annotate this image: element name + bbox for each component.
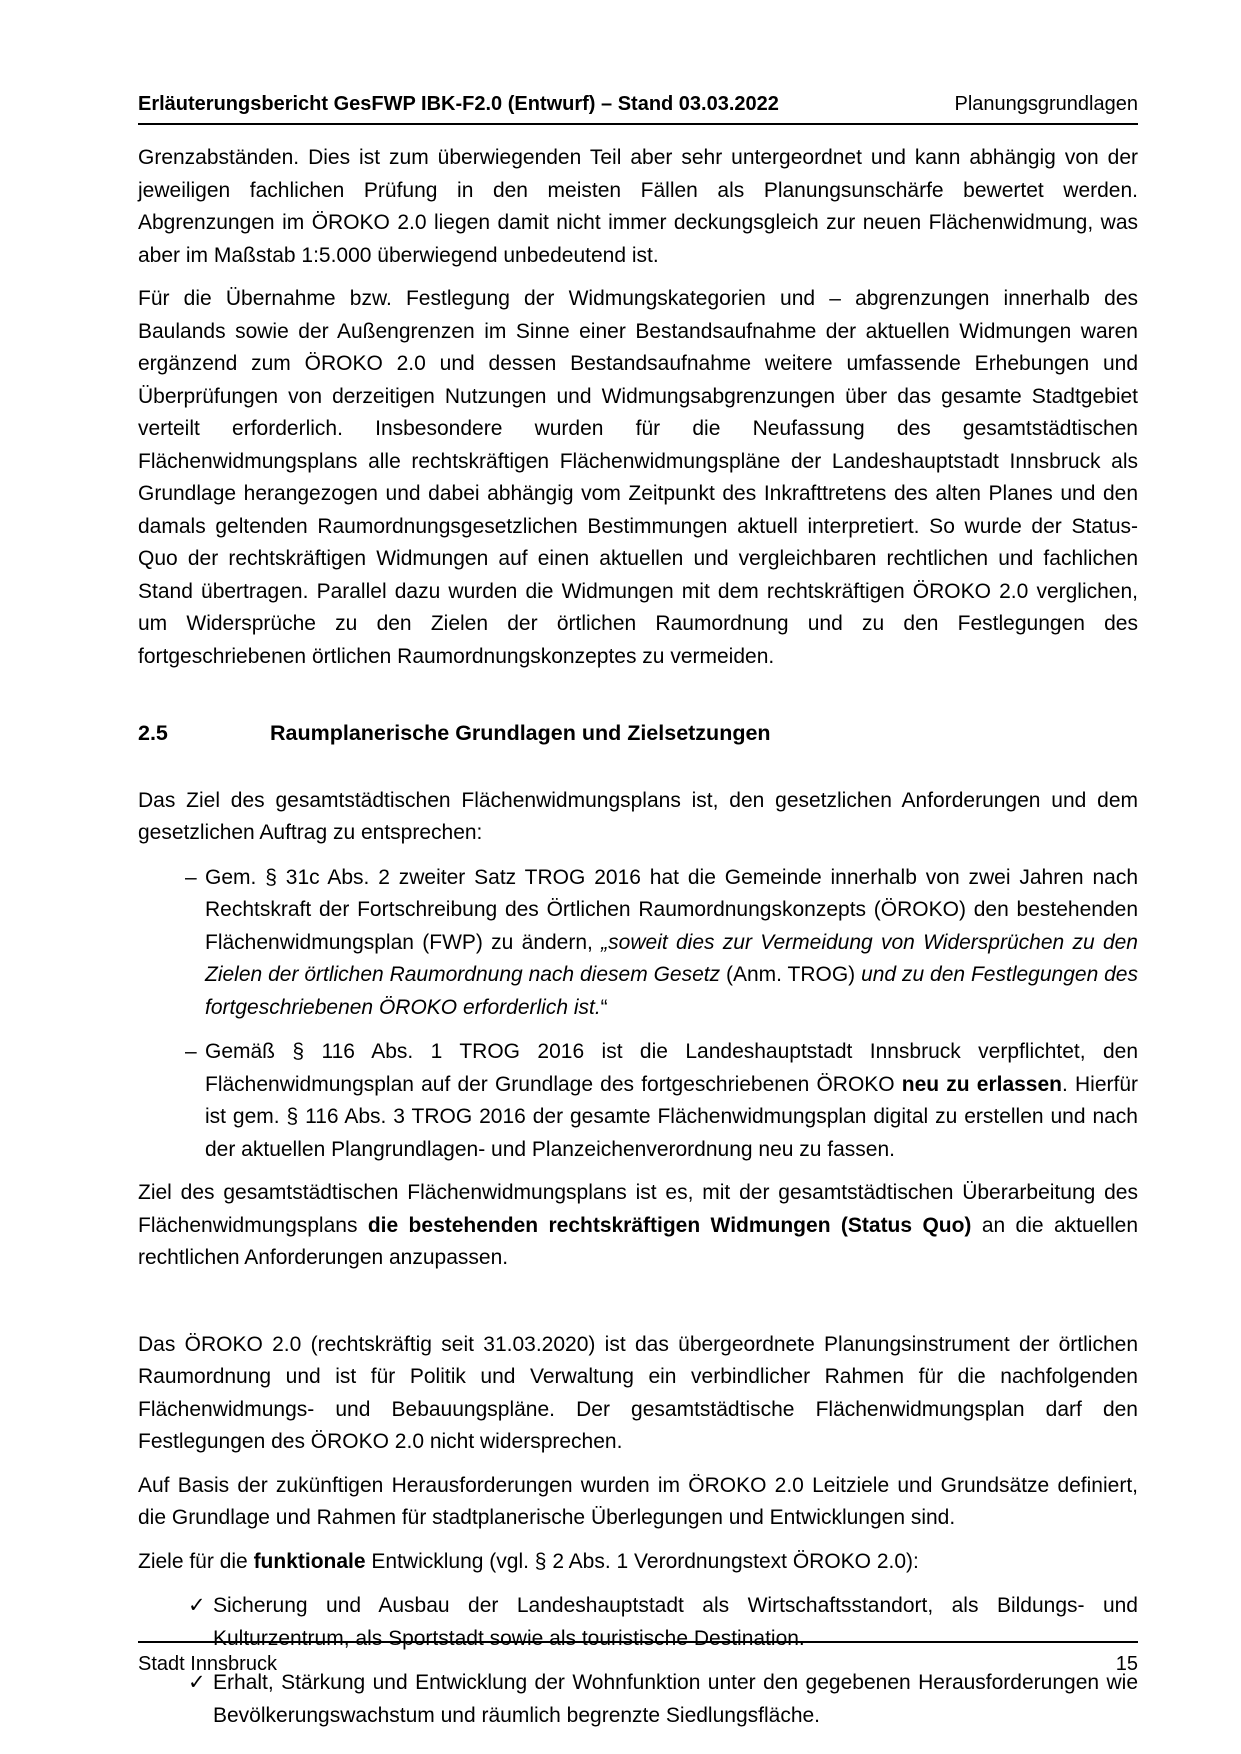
text-segment: neu zu erlassen [901,1072,1062,1096]
paragraph [138,785,1138,850]
check-bullet-icon: ✓ [188,1594,206,1617]
section-number: 2.5 [138,721,168,745]
text-segment: Das Ziel des gesamtstädtischen Flächenwidmungsplans ist, den gesetzlichen Anforderungen und dem gesetzlichen Auftrag zu entsprechen: [138,788,1138,844]
header-document-title: Erläuterungsbericht GesFWP IBK-F2.0 (Entwurf) – Stand 03.03.2022 [138,93,779,115]
paragraph [138,1546,1138,1579]
text-segment: Entwicklung (vgl. § 2 Abs. 1 Verordnungstext ÖROKO 2.0): [365,1549,919,1573]
text-segment: an die aktuellen rechtlichen Anforderungen anzupassen. [138,1213,1139,1269]
page-footer [138,1641,1138,1676]
text-segment: Sicherung und Ausbau der Landeshauptstadt als Wirtschaftsstandort, als Bildungs- und Kulturzentrum, als Sportstadt sowie als touristische Destination. [213,1594,1138,1650]
text-segment: “ [600,995,608,1019]
list-item-text [213,1667,1138,1732]
text-segment: Grenzabständen. Dies ist zum überwiegenden Teil aber sehr untergeordnet und kann abhängig von der jeweiligen fachlichen Prüfung in den meisten Fällen als Planungsunschärfe bewertet werden. Abgrenzungen im ÖROKO 2.0 liegen damit nicht immer deckungsgleich zur neuen Flächenwidmung, was aber im Maßstab 1:5.000 überwiegend unbedeutend ist. [138,146,1138,267]
text-segment: Erhalt, Stärkung und Entwicklung der Wohnfunktion unter den gegebenen Herausforderungen wie Bevölkerungswachstum und räumlich begrenzte Siedlungsfläche. [213,1671,1138,1727]
text-segment: und zu den Festlegungen des fortgeschriebenen ÖROKO erforderlich ist. [205,963,1138,1019]
text-segment: „soweit dies zur Vermeidung von Widersprüchen zu den Zielen der örtlichen Raumordnung nach diesem Gesetz [205,930,1138,986]
text-segment: die bestehenden rechtskräftigen Widmungen (Status Quo) [367,1213,972,1237]
list-item [138,1036,1138,1166]
footer-organization: Stadt Innsbruck [138,1653,277,1675]
text-segment: Gemäß § 116 Abs. 1 TROG 2016 ist die Landeshauptstadt Innsbruck verpflichtet, den Flächenwidmungsplan auf der Grundlage des fortgeschriebenen ÖROKO [205,1040,1138,1096]
paragraph [138,1329,1138,1459]
footer-page-number: 15 [1115,1653,1138,1675]
text-segment: Das ÖROKO 2.0 (rechtskräftig seit 31.03.2020) ist das übergeordnete Planungsinstrument der örtlichen Raumordnung und ist für Politik und Verwaltung ein verbindlicher Rahmen für die nachfolgenden Flächenwidmungs- und Bebauungspläne. Der gesamtstädtische Flächenwidmungsplan darf den Festlegungen des ÖROKO 2.0 nicht widersprechen. [138,1332,1138,1453]
check-bullet-icon: ✓ [188,1671,206,1694]
list-item [138,1667,1138,1732]
list-item-text [205,862,1138,1025]
paragraph [138,283,1138,673]
document-body [138,131,1138,1732]
text-segment: Gem. § 31c Abs. 2 zweiter Satz TROG 2016 hat die Gemeinde innerhalb von zwei Jahren nach Rechtskraft der Fortschreibung des Örtlichen Raumordnungskonzepts (ÖROKO) den bestehenden Flächenwidmungsplan (FWP) zu ändern, [205,865,1138,954]
text-segment: Auf Basis der zukünftigen Herausforderungen wurden im ÖROKO 2.0 Leitziele und Grundsätze definiert, die Grundlage und Rahmen für stadtplanerische Überlegungen und Entwicklungen sind. [138,1473,1138,1529]
text-segment: Ziel des gesamtstädtischen Flächenwidmungsplans ist es, mit der gesamtstädtischen Überarbeitung des Flächenwidmungsplans [138,1181,1138,1237]
text-segment: Ziele für die [138,1549,254,1573]
paragraph [138,1470,1138,1535]
header-chapter-label: Planungsgrundlagen [954,93,1138,115]
text-segment: (Anm. TROG) [720,963,862,986]
list-item [138,862,1138,1025]
text-segment: funktionale [253,1549,366,1573]
text-segment: . Hierfür ist gem. § 116 Abs. 3 TROG 2016 der gesamte Flächenwidmungsplan digital zu erstellen und nach der aktuellen Plangrundlagen- und Planzeichenverordnung neu zu fassen. [205,1072,1138,1161]
page-header [138,92,1138,125]
section-heading [138,717,1138,750]
dash-bullet-icon: – [185,1040,197,1063]
text-segment: Für die Übernahme bzw. Festlegung der Widmungskategorien und – abgrenzungen innerhalb des Baulands sowie der Außengrenzen im Sinne einer Bestandsaufnahme der aktuellen Widmungen waren ergänzend zum ÖROKO 2.0 und dessen Bestandsaufnahme weitere umfassende Erhebungen und Überprüfungen von derzeitigen Nutzungen und Widmungsabgrenzungen über das gesamte Stadtgebiet verteilt erforderlich. Insbesondere wurden für die Neufassung des gesamtstädtischen Flächenwidmungsplans alle rechtskräftigen Flächenwidmungspläne der Landeshauptstadt Innsbruck als Grundlage herangezogen und dabei abhängig vom Zeitpunkt des Inkrafttretens des alten Planes und den damals geltenden Raumordnungsgesetzlichen Bestimmungen aktuell interpretiert. So wurde der Status-Quo der rechtskräftigen Widmungen auf einen aktuellen und vergleichbaren rechtlichen und fachlichen Stand übertragen. Parallel dazu wurden die Widmungen mit dem rechtskräftigen ÖROKO 2.0 verglichen, um Widersprüche zu den Zielen der örtlichen Raumordnung und zu den Festlegungen des fortgeschriebenen örtlichen Raumordnungskonzeptes zu vermeiden. [138,287,1138,668]
dash-bullet-icon: – [185,865,197,889]
paragraph [138,142,1138,272]
list-item-text [205,1036,1138,1166]
section-title: Raumplanerische Grundlagen und Zielsetzungen [270,721,771,745]
paragraph [138,1177,1138,1275]
